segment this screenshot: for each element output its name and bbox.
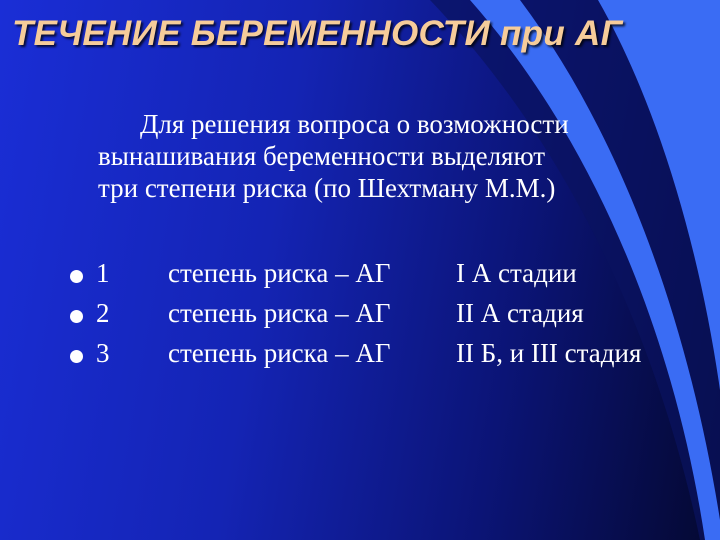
intro-line-2: вынашивания беременности выделяют [98, 141, 546, 171]
intro-line-1: Для решения вопроса о возможности [140, 109, 569, 139]
risk-stage: I А стадии [456, 258, 577, 288]
intro-line-3: три степени риска (по Шехтману М.М.) [98, 173, 556, 203]
risk-number: 2 [96, 298, 110, 328]
risk-number: 1 [96, 258, 110, 288]
risk-description: степень риска – АГ [168, 298, 391, 328]
risk-description: степень риска – АГ [168, 338, 391, 368]
slide-title: ТЕЧЕНИЕ БЕРЕМЕННОСТИ при АГ [12, 14, 623, 53]
risk-description: степень риска – АГ [168, 258, 391, 288]
bullet-icon [70, 310, 83, 323]
bullet-icon [70, 270, 83, 283]
intro-paragraph [98, 108, 678, 204]
bullet-icon [70, 350, 83, 363]
risk-number: 3 [96, 338, 110, 368]
risk-stage: II Б, и III стадия [456, 338, 642, 368]
risk-stage: II А стадия [456, 298, 584, 328]
